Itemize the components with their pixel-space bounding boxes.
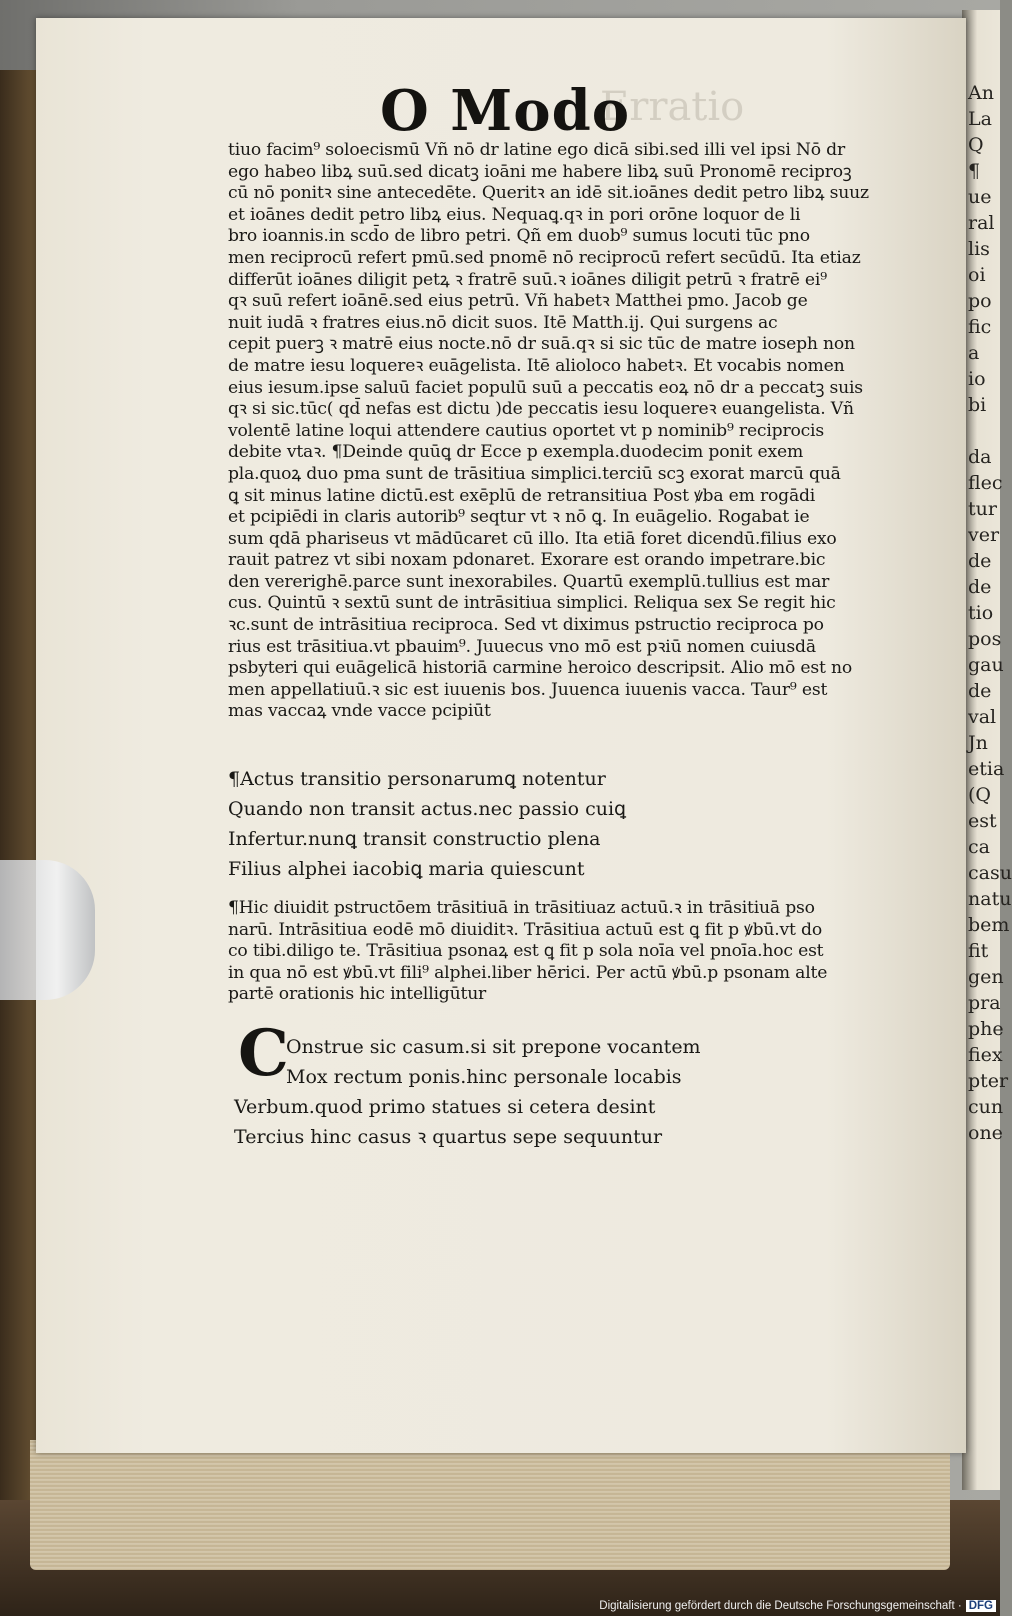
text-line: narū. Intrāsitiua eodē mō diuiditꝛ. Trāsitiua actuū est ꝗ fit p ꝟbū.vt do	[228, 919, 822, 940]
digitization-credit	[599, 1600, 996, 1612]
text-line: debite vtaꝛ. ¶Deinde quūꝗ dr Ecce p exempla.duodecim ponit exem	[228, 442, 804, 463]
text-line: men reciprocū refert pmū.sed pnomē nō reciprocū refert secūdū. Ita etiaz	[228, 247, 861, 268]
page-stack	[30, 1440, 950, 1570]
text-line: bro ioannis.in scd̄o de libro petri. Qñ em duob⁹ sumus locuti tūc pno	[228, 226, 810, 247]
text-line: Infertur.nunꝗ transit constructio plena	[228, 828, 601, 850]
text-line: nuit iudā ꝛ fratres eius.nō dicit suos. Itē Matth.ij. Qui surgens ac	[228, 312, 778, 333]
verse-block-2	[234, 1032, 844, 1152]
text-line: pla.quoꝝ duo pma sunt de trāsitiua simplici.terciū scꝫ exorat marcū quā	[228, 463, 841, 484]
text-line: cus. Quintū ꝛ sextū sunt de intrāsitiua simplici. Reliqua sex Se regit hic	[228, 593, 836, 614]
facing-page-fragments: An La Q ¶ ue ral lis oi po fic a io bi da flec tur ver de de tio pos gau de val Jn etia (Q est ca casu natu bem fit gen pra phe fiex pter cun one	[968, 82, 1012, 1144]
show-through-text: Erratio	[600, 84, 745, 130]
text-line: Tercius hinc casus ꝛ quartus sepe sequuntur	[234, 1126, 663, 1148]
text-line: Onstrue sic casum.si sit prepone vocantem	[286, 1036, 701, 1058]
paragraph-commentary-1	[228, 140, 869, 723]
page-headline: O Modo	[380, 78, 631, 144]
text-line: rius est trāsitiua.vt pbauim⁹. Juuecus vno mō est pꝛiū nomen cuiusdā	[228, 636, 816, 657]
text-line: men appellatiuū.ꝛ sic est iuuenis bos. Juuenca iuuenis vacca. Taur⁹ est	[228, 679, 828, 700]
text-line: den vererighē.parce sunt inexorabiles. Quartū exemplū.tullius est mar	[228, 571, 830, 592]
text-line: psbyteri qui euāgelicā historiā carmine heroico descripsit. Alio mō est no	[228, 658, 852, 679]
text-line: Quando non transit actus.nec passio cuiꝗ	[228, 798, 627, 820]
text-line: cū nō ponitꝛ sine antecedēte. Queritꝛ an idē sit.ioānes dedit petro libꝝ suuz	[228, 183, 869, 204]
paragraph-commentary-2	[228, 898, 838, 1006]
text-line: ¶Actus transitio personarumꝗ notentur	[228, 768, 606, 790]
text-line: ego habeo libꝝ suū.sed dicatꝫ ioāni me habere libꝝ suū Pronomē reciproꝫ	[228, 161, 852, 182]
text-line: qꝛ suū refert ioānē.sed eius petrū. Vñ habetꝛ Matthei pmo. Jacob ge	[228, 291, 808, 312]
text-line: Filius alphei iacobiꝗ maria quiescunt	[228, 858, 585, 880]
text-line: qꝛ si sic.tūc( qd̄ nefas est dictu )de peccatis iesu loquereꝛ euangelista. Vñ	[228, 399, 854, 420]
text-line: de matre iesu loquereꝛ euāgelista. Itē alioloco habetꝛ. Et vocabis nomen	[228, 355, 845, 376]
credit-text: Digitalisierung gefördert durch die Deutsche Forschungsgemeinschaft ·	[599, 1600, 962, 1612]
text-line: Mox rectum ponis.hinc personale locabis	[286, 1066, 682, 1088]
text-line: mas vaccaꝝ vnde vacce pcipiūt	[228, 701, 491, 722]
text-line: in qua nō est ꝟbū.vt fili⁹ alphei.liber hērici. Per actū ꝟbū.p psonam alte	[228, 962, 828, 983]
text-line: sum qdā phariseus vt mādūcaret cū illo. Ita etiā foret dicendū.filius exo	[228, 528, 837, 549]
text-line: et pcipiēdi in claris autorib⁹ seqtur vt ꝛ nō ꝗ. In euāgelio. Rogabat ie	[228, 507, 810, 528]
text-line: et ioānes dedit petro libꝝ eius. Nequaꝗ.qꝛ in pori orōne loquor de li	[228, 204, 801, 225]
dfg-logo: DFG	[966, 1600, 996, 1612]
text-line: cepit puerꝫ ꝛ matrē eius nocte.nō dr suā.qꝛ si sic tūc de matre ioseph non	[228, 334, 855, 355]
drop-cap-initial: C	[238, 1016, 289, 1091]
text-line: rauit patrez vt sibi noxam pdonaret. Exorare est orando impetrare.bic	[228, 550, 826, 571]
text-line: partē orationis hic intelligūtur	[228, 984, 487, 1005]
text-line: eius iesum.ipse saluū faciet populū suū a peccatis eoꝝ nō dr a peccatꝫ suis	[228, 377, 863, 398]
text-line: ꝗ sit minus latine dictū.est exēplū de retransitiua Post ꝟba em rogādi	[228, 485, 816, 506]
verse-block-1	[228, 764, 838, 884]
text-line: ¶Hic diuidit pstructōem trāsitiuā in trāsitiuaz actuū.ꝛ in trāsitiuā pso	[228, 898, 815, 918]
text-line: tiuo facim⁹ soloecismū Vñ nō dr latine ego dicā sibi.sed illi vel ipsi Nō dr	[228, 140, 845, 160]
text-line: co tibi.diligo te. Trāsitiua psonaꝝ est ꝗ fit p sola noīa vel pnoīa.hoc est	[228, 941, 824, 962]
text-line: differūt ioānes diligit petꝝ ꝛ fratrē suū.ꝛ ioānes diligit petrū ꝛ fratrē ei⁹	[228, 269, 827, 290]
text-line: ꝛc.sunt de intrāsitiua reciproca. Sed vt diximus pstructio reciproca po	[228, 615, 824, 636]
text-line: volentē latine loqui attendere cautius oportet vt p nominib⁹ reciprocis	[228, 420, 824, 441]
text-line: Verbum.quod primo statues si cetera desint	[234, 1096, 656, 1118]
book-edge-left	[0, 70, 40, 1520]
page-clip	[0, 860, 95, 1000]
